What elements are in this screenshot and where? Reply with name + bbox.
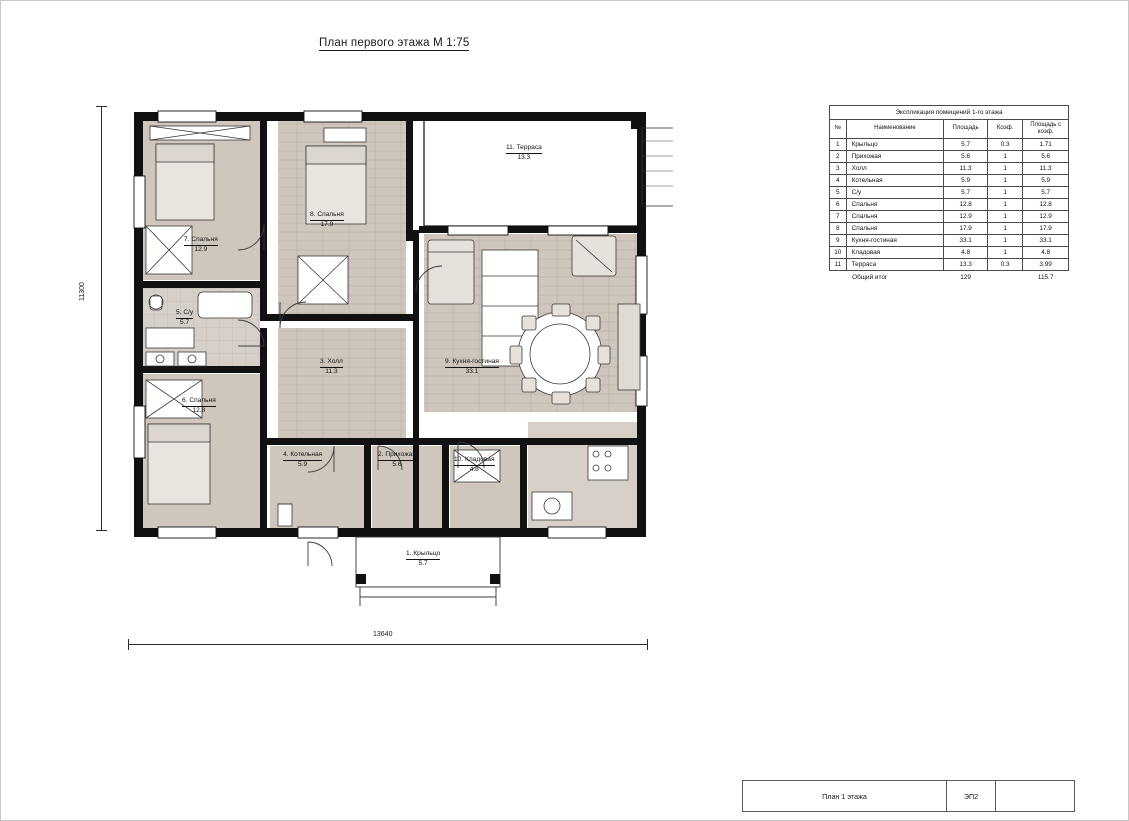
- cell-total: 5.9: [1023, 174, 1069, 186]
- room-label-4: 4. Котельная 5.9: [283, 451, 323, 469]
- room-label-7: 7. Спальня 12.9: [184, 236, 218, 254]
- cell-total: 1.71: [1023, 138, 1069, 150]
- room-label-1: 1. Крыльцо 5.7: [406, 550, 441, 568]
- table-row: [830, 246, 1069, 258]
- cell-total: 4.8: [1023, 246, 1069, 258]
- cell-name: Спальня: [846, 198, 944, 210]
- cell-area: 5.9: [944, 174, 988, 186]
- floor-plan-svg: [128, 106, 673, 606]
- cell-total: 33.1: [1023, 234, 1069, 246]
- header-coef: Коэф.: [987, 120, 1022, 139]
- header-total: Площадь с коэф.: [1023, 120, 1069, 139]
- cell-name: Спальня: [846, 210, 944, 222]
- cell-total: 12.8: [1023, 198, 1069, 210]
- table-row: [830, 198, 1069, 210]
- cell-area: 12.9: [944, 210, 988, 222]
- cell-area: 11.3: [944, 162, 988, 174]
- cell-name: Кухня-гостиная: [846, 234, 944, 246]
- spec-caption: Экспликация помещений 1-го этажа: [830, 106, 1069, 120]
- total-label: Общий итог: [852, 273, 888, 281]
- cell-num: 7: [830, 210, 847, 222]
- vertical-dimension-line: [101, 106, 102, 531]
- cell-total: 12.9: [1023, 210, 1069, 222]
- cell-coef: 0.3: [987, 258, 1022, 270]
- spec-header-row: [830, 120, 1069, 139]
- horizontal-dimension-line: [128, 644, 648, 645]
- cell-area: 4.8: [944, 246, 988, 258]
- room-label-10: 10. Кладовая 4.8: [454, 456, 495, 474]
- horizontal-dimension-label: 13640: [373, 631, 393, 638]
- cell-num: 1: [830, 138, 847, 150]
- vertical-dimension-label: 11300: [79, 282, 86, 301]
- cell-name: Терраса: [846, 258, 944, 270]
- cell-name: Спальня: [846, 222, 944, 234]
- table-row: [830, 258, 1069, 270]
- cell-area: 12.8: [944, 198, 988, 210]
- total-area: 129: [960, 273, 971, 281]
- total-with-coef: 115.7: [1037, 273, 1054, 281]
- cell-num: 3: [830, 162, 847, 174]
- cell-coef: 1: [987, 222, 1022, 234]
- room-label-5: 5. С/у 5.7: [176, 309, 194, 327]
- cell-num: 8: [830, 222, 847, 234]
- cell-coef: 1: [987, 150, 1022, 162]
- table-row: [830, 222, 1069, 234]
- header-name: Наименование: [846, 120, 944, 139]
- cell-total: 5.7: [1023, 186, 1069, 198]
- cell-num: 11: [830, 258, 847, 270]
- cell-area: 33.1: [944, 234, 988, 246]
- page-title: План первого этажа М 1:75: [319, 37, 470, 49]
- table-row: [830, 186, 1069, 198]
- cell-total: 5.6: [1023, 150, 1069, 162]
- cell-area: 5.7: [944, 186, 988, 198]
- title-block: [742, 780, 1075, 812]
- cell-coef: 1: [987, 246, 1022, 258]
- room-label-8: 8. Спальня 17.9: [310, 211, 344, 229]
- cell-coef: 1: [987, 234, 1022, 246]
- cell-num: 6: [830, 198, 847, 210]
- room-specification-table: [829, 105, 1069, 283]
- cell-coef: 1: [987, 198, 1022, 210]
- table-row: [830, 162, 1069, 174]
- cell-num: 2: [830, 150, 847, 162]
- cell-area: 13.3: [944, 258, 988, 270]
- cell-area: 17.9: [944, 222, 988, 234]
- cell-coef: 1: [987, 186, 1022, 198]
- cell-num: 4: [830, 174, 847, 186]
- cell-coef: 1: [987, 210, 1022, 222]
- cell-total: 11.3: [1023, 162, 1069, 174]
- spec-total-row: [830, 270, 1069, 283]
- cell-name: Котельная: [846, 174, 944, 186]
- cell-num: 10: [830, 246, 847, 258]
- table-row: [830, 210, 1069, 222]
- title-block-blank: [996, 781, 1074, 811]
- table-row: [830, 174, 1069, 186]
- room-label-9: 9. Кухня-гостиная 33.1: [445, 358, 499, 376]
- cell-name: Кладовая: [846, 246, 944, 258]
- floor-plan: [128, 106, 673, 606]
- table-row: [830, 138, 1069, 150]
- room-label-3: 3. Холл 11.3: [320, 358, 343, 376]
- room-label-2: 2. Прихожая 5.6: [378, 451, 416, 469]
- table-row: [830, 234, 1069, 246]
- cell-name: Прихожая: [846, 150, 944, 162]
- header-num: №: [830, 120, 847, 139]
- cell-coef: 1: [987, 174, 1022, 186]
- cell-coef: 1: [987, 162, 1022, 174]
- cell-coef: 0.3: [987, 138, 1022, 150]
- cell-num: 9: [830, 234, 847, 246]
- cell-name: Крыльцо: [846, 138, 944, 150]
- table-row: [830, 150, 1069, 162]
- cell-area: 5.6: [944, 150, 988, 162]
- cell-num: 5: [830, 186, 847, 198]
- spec-caption-row: [830, 106, 1069, 120]
- sheet-title: План 1 этажа: [743, 781, 947, 811]
- sheet-code: ЭП2: [947, 781, 996, 811]
- cell-name: Холл: [846, 162, 944, 174]
- cell-total: 17.9: [1023, 222, 1069, 234]
- cell-total: 3.99: [1023, 258, 1069, 270]
- room-label-11: 11. Терраса 13.3: [506, 144, 542, 162]
- room-label-6: 6. Спальня 12.8: [182, 397, 216, 415]
- cell-name: С/у: [846, 186, 944, 198]
- cell-area: 5.7: [944, 138, 988, 150]
- header-area: Площадь: [944, 120, 988, 139]
